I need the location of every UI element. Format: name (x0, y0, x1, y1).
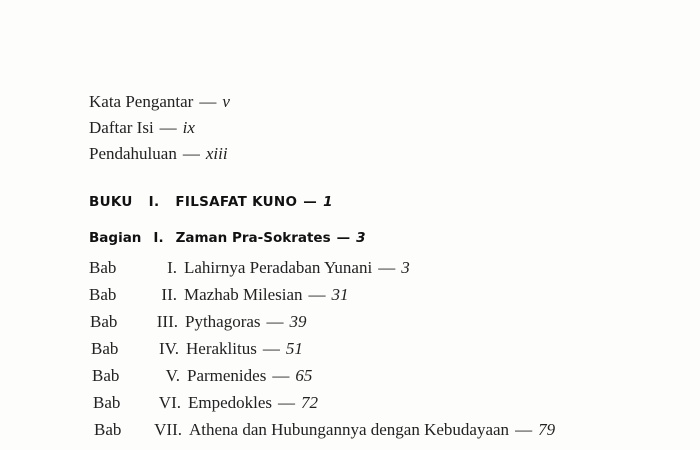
book-numeral: I. (148, 194, 160, 210)
chapter-numeral: III. (156, 312, 178, 331)
chapter-numeral: IV. (159, 339, 179, 358)
chapter-entry (91, 335, 555, 362)
chapter-list (89, 254, 555, 443)
dash: — (336, 230, 351, 246)
book-title: FILSAFAT KUNO (175, 194, 298, 210)
dash: — (266, 312, 284, 331)
chapter-entry (90, 308, 555, 335)
dash: — (159, 118, 177, 137)
entry-page: xiii (205, 144, 228, 163)
chapter-title: Lahirnya Peradaban Yunani (184, 258, 373, 277)
chapter-word: Bab (89, 258, 117, 277)
part-page: 3 (356, 230, 366, 246)
front-matter-entry (89, 89, 230, 115)
chapter-word: Bab (90, 312, 118, 331)
chapter-entry (94, 416, 555, 443)
part-numeral: I. (153, 230, 164, 246)
dash: — (272, 366, 290, 385)
chapter-title: Heraklitus (186, 339, 257, 358)
chapter-word: Bab (94, 420, 122, 439)
chapter-title: Pythagoras (185, 312, 261, 331)
entry-label: Daftar Isi (89, 118, 154, 137)
chapter-entry (89, 281, 555, 308)
chapter-word: Bab (93, 393, 121, 412)
entry-page: ix (182, 118, 195, 137)
chapter-page: 3 (401, 258, 410, 277)
front-matter-entry (89, 115, 230, 141)
chapter-title: Parmenides (187, 366, 267, 385)
book-page: 1 (323, 194, 333, 210)
chapter-numeral: VI. (158, 393, 181, 412)
part-heading (89, 230, 366, 246)
chapter-entry (92, 362, 555, 389)
part-title: Zaman Pra-Sokrates (175, 230, 331, 246)
front-matter-entry (89, 141, 230, 167)
chapter-entry (93, 389, 555, 416)
chapter-word: Bab (91, 339, 119, 358)
entry-label: Pendahuluan (89, 144, 177, 163)
dash: — (378, 258, 396, 277)
chapter-page: 65 (295, 366, 313, 385)
chapter-title: Mazhab Milesian (184, 285, 303, 304)
chapter-numeral: II. (161, 285, 177, 304)
chapter-page: 79 (538, 420, 556, 439)
dash: — (278, 393, 296, 412)
chapter-page: 31 (331, 285, 349, 304)
part-word: Bagian (89, 230, 142, 246)
book-word: BUKU (89, 194, 133, 210)
chapter-entry (89, 254, 555, 281)
chapter-page: 72 (301, 393, 319, 412)
entry-page: v (222, 92, 230, 111)
dash: — (308, 285, 326, 304)
front-matter-list (89, 89, 230, 167)
dash: — (182, 144, 200, 163)
chapter-title: Empedokles (188, 393, 273, 412)
dash: — (515, 420, 533, 439)
dash: — (262, 339, 280, 358)
chapter-numeral: VII. (154, 420, 182, 439)
entry-label: Kata Pengantar (89, 92, 194, 111)
book-heading (89, 194, 333, 210)
chapter-page: 51 (285, 339, 303, 358)
chapter-numeral: I. (167, 258, 177, 277)
chapter-page: 39 (289, 312, 307, 331)
chapter-word: Bab (89, 285, 117, 304)
dash: — (303, 194, 318, 210)
chapter-numeral: V. (165, 366, 180, 385)
dash: — (199, 92, 217, 111)
chapter-title: Athena dan Hubungannya dengan Kebudayaan (189, 420, 510, 439)
chapter-word: Bab (92, 366, 120, 385)
